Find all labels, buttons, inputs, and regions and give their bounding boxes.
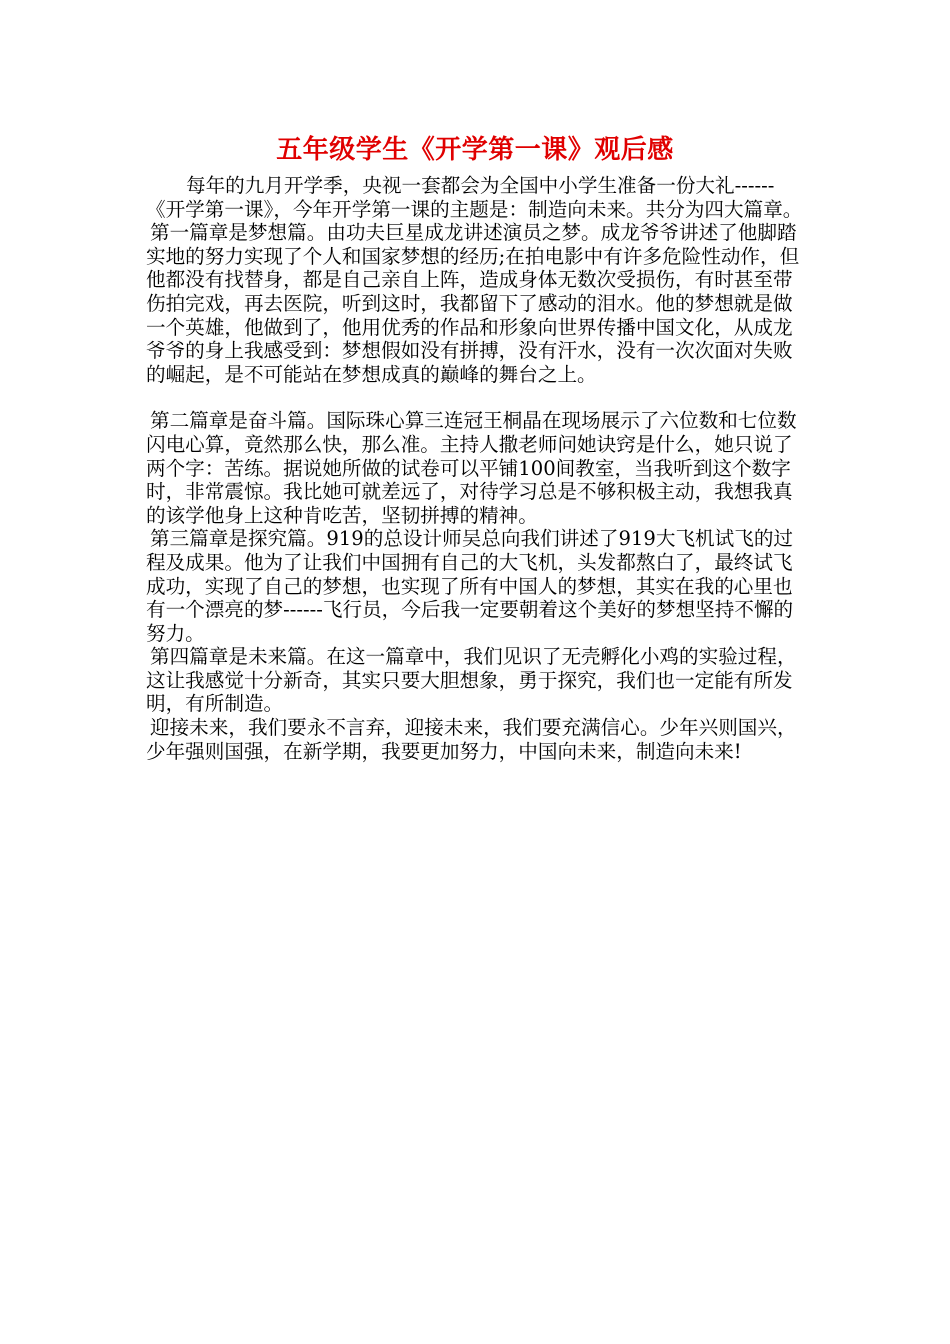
document-title: 五年级学生《开学第一课》观后感: [276, 135, 674, 165]
paragraph-dream-chapter: 第一篇章是梦想篇。由功夫巨星成龙讲述演员之梦。成龙爷爷讲述了他脚踏实地的努力实现了个人和国家梦想的经历;在拍电影中有许多危险性动作，但他都没有找替身，都是自己亲自上阵，造成身体无数次受损伤，有时甚至带伤拍完戏，再去医院，听到这时，我都留下了感动的泪水。他的梦想就是做一个英雄，他做到了，他用优秀的作品和形象向世界传播中国文化，从成龙爷爷的身上我感受到：梦想假如没有拼搏，没有汗水，没有一次次面对失败的崛起，是不可能站在梦想成真的巅峰的舞台之上。: [146, 221, 800, 386]
paragraph-future-chapter: 第四篇章是未来篇。在这一篇章中，我们见识了无壳孵化小鸡的实验过程，这让我感觉十分新奇，其实只要大胆想象，勇于探究，我们也一定能有所发明，有所制造。: [146, 645, 797, 716]
paragraph-intro: 每年的九月开学季，央视一套都会为全国中小学生准备一份大礼------《开学第一课》，今年开学第一课的主题是：制造向未来。共分为四大篇章。: [146, 174, 803, 221]
paragraph-explore-chapter: 第三篇章是探究篇。919的总设计师吴总向我们讲述了919大飞机试飞的过程及成果。他为了让我们中国拥有自己的大飞机，头发都熬白了，最终试飞成功，实现了自己的梦想，也实现了所有中国人的梦想，其实在我的心里也有一个漂亮的梦------飞行员，今后我一定要朝着这个美好的梦想坚持不懈的努力。: [146, 527, 794, 645]
paragraph-conclusion: 迎接未来，我们要永不言弃，迎接未来，我们要充满信心。少年兴则国兴，少年强则国强，在新学期，我要更加努力，中国向未来，制造向未来!: [146, 716, 797, 763]
document-body: [146, 174, 806, 763]
paragraph-struggle-chapter: 第二篇章是奋斗篇。国际珠心算三连冠王桐晶在现场展示了六位数和七位数闪电心算，竟然那么快，那么准。主持人撒老师问她诀窍是什么，她只说了两个字：苦练。据说她所做的试卷可以平铺100间教室，当我听到这个数字时，非常震惊。我比她可就差远了，对待学习总是不够积极主动，我想我真的该学他身上这种肯吃苦，坚韧拼搏的精神。: [146, 409, 797, 527]
